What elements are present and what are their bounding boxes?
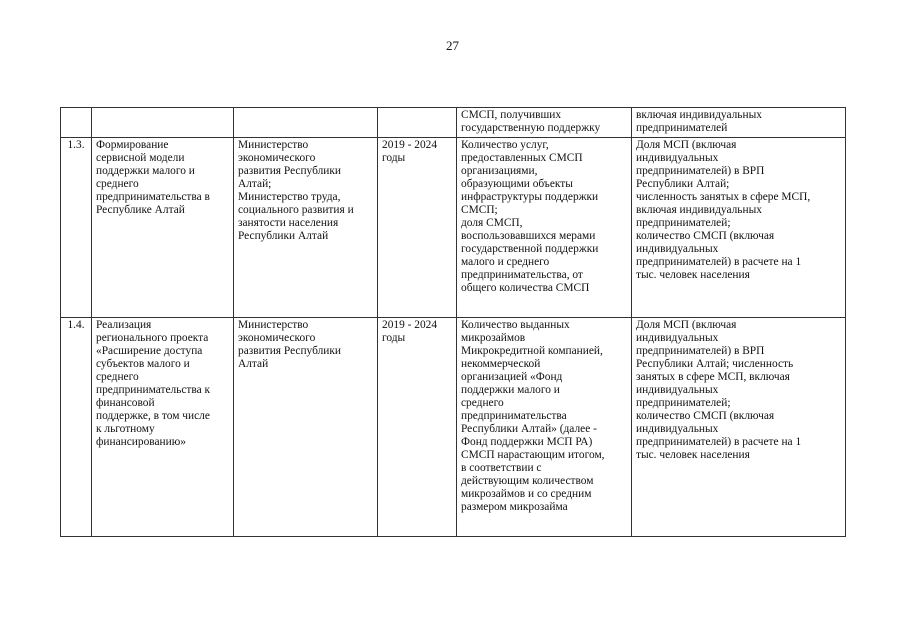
- indicator-cell: СМСП, получивших государственную поддержку: [457, 108, 632, 138]
- target-indicator-cell: Доля МСП (включая индивидуальных предпринимателей) в ВРП Республики Алтай; численность занятых в сфере МСП, включая индивидуальных предпринимателей; количество СМСП (включая индивидуальных предпринимателей) в расчете на 1 тыс. человек населения: [632, 318, 846, 537]
- period-cell: [378, 108, 457, 138]
- executor-cell: [234, 108, 378, 138]
- table-row: [61, 108, 846, 138]
- row-number-cell: [61, 108, 92, 138]
- target-indicator-cell: Доля МСП (включая индивидуальных предпринимателей) в ВРП Республики Алтай; численность занятых в сфере МСП, включая индивидуальных предпринимателей; количество СМСП (включая индивидуальных предпринимателей) в расчете на 1 тыс. человек населения: [632, 138, 846, 318]
- row-number-cell: 1.4.: [61, 318, 92, 537]
- period-cell: 2019 - 2024 годы: [378, 318, 457, 537]
- period-cell: 2019 - 2024 годы: [378, 138, 457, 318]
- indicator-cell: Количество услуг, предоставленных СМСП организациями, образующими объекты инфраструктуры поддержки СМСП; доля СМСП, воспользовавшихся мерами государственной поддержки малого и среднего предпринимательства, от общего количества СМСП: [457, 138, 632, 318]
- indicator-cell: Количество выданных микрозаймов Микрокредитной компанией, некоммерческой организацией «Фонд поддержки малого и среднего предпринимательства Республики Алтай» (далее - Фонд поддержки МСП РА) СМСП нарастающим итогом, в соответствии с действующим количеством микрозаймов и со средним размером микрозайма: [457, 318, 632, 537]
- target-indicator-cell: включая индивидуальных предпринимателей: [632, 108, 846, 138]
- executor-cell: Министерство экономического развития Республики Алтай; Министерство труда, социального развития и занятости населения Республики Алтай: [234, 138, 378, 318]
- event-cell: Реализация регионального проекта «Расширение доступа субъектов малого и среднего предпринимательства к финансовой поддержке, в том числе к льготному финансированию»: [92, 318, 234, 537]
- row-number-cell: 1.3.: [61, 138, 92, 318]
- table-row: [61, 138, 846, 318]
- event-cell: [92, 108, 234, 138]
- executor-cell: Министерство экономического развития Республики Алтай: [234, 318, 378, 537]
- measures-table: [60, 107, 846, 537]
- table-row: [61, 318, 846, 537]
- event-cell: Формирование сервисной модели поддержки малого и среднего предпринимательства в Республике Алтай: [92, 138, 234, 318]
- page-number: 27: [446, 38, 459, 53]
